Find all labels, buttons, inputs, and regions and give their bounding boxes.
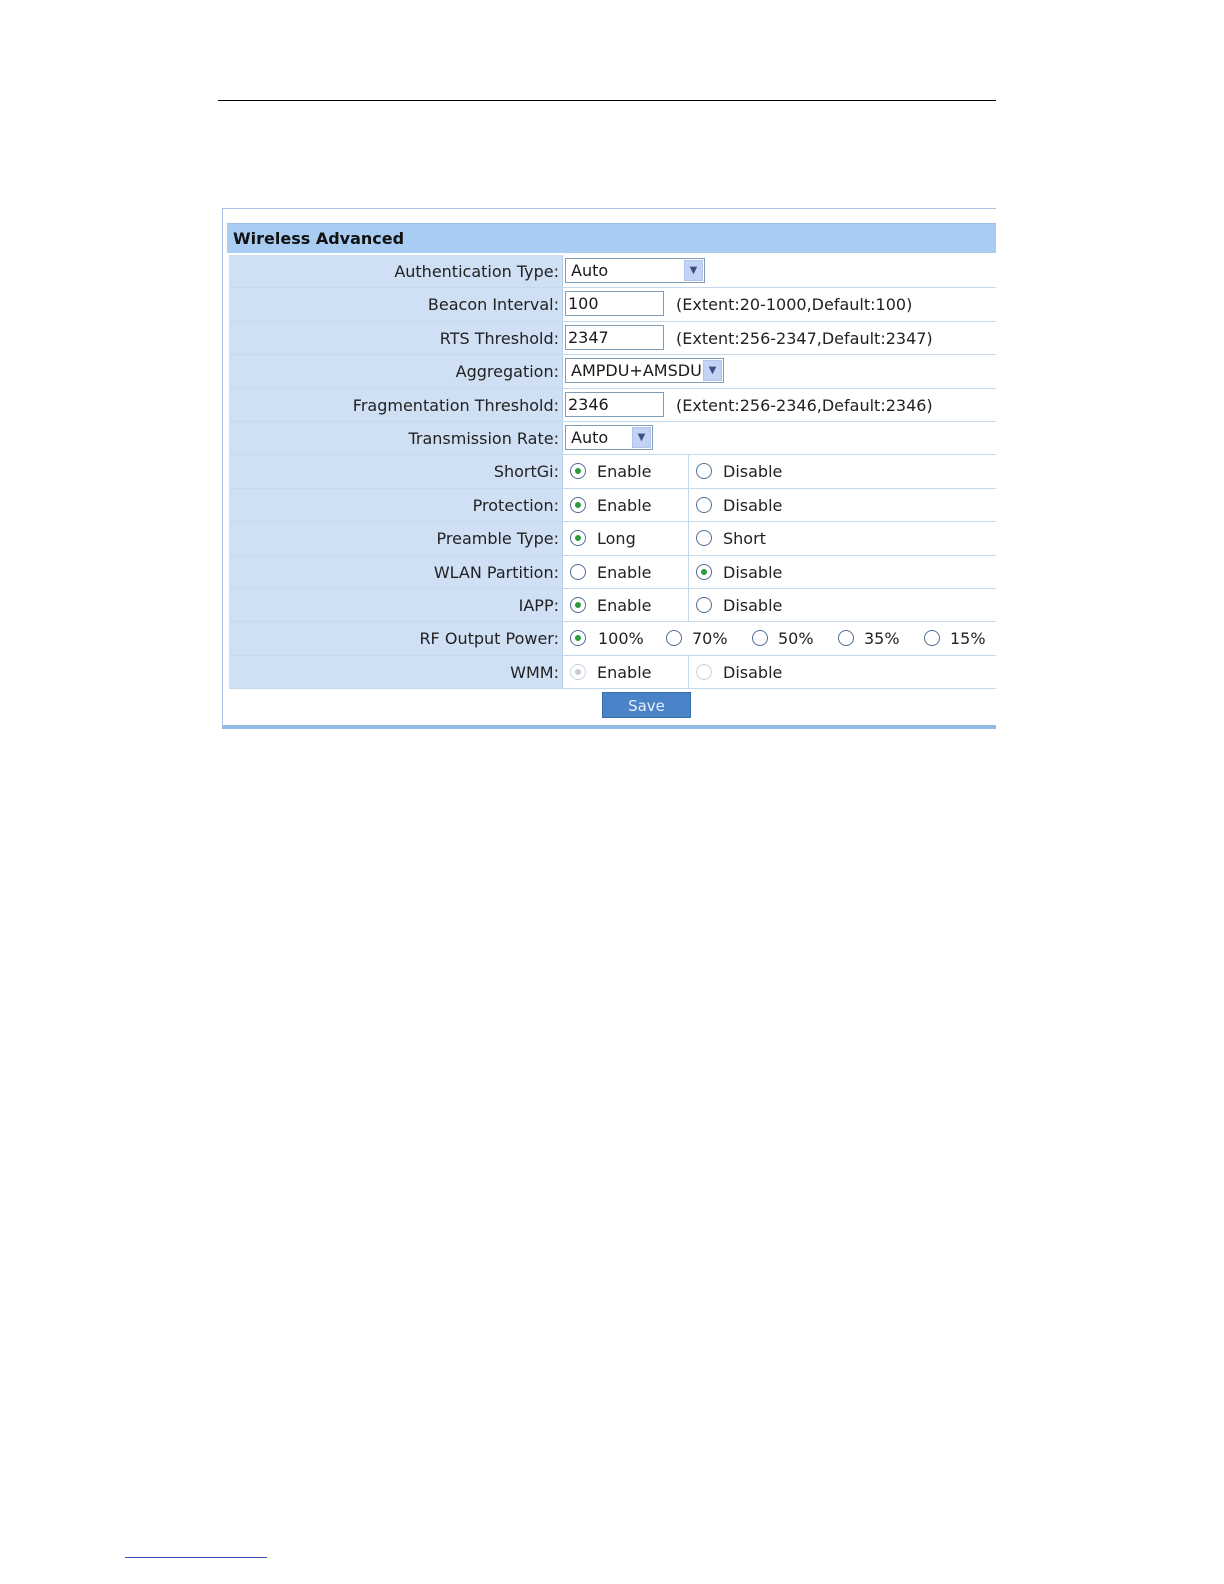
option-divider bbox=[688, 455, 689, 487]
aggregation-cell bbox=[564, 355, 996, 387]
option-divider bbox=[688, 556, 689, 588]
wmm-enable-text: Enable bbox=[597, 662, 652, 682]
panel-title: Wireless Advanced bbox=[227, 223, 996, 253]
shortgi-label: ShortGi: bbox=[229, 455, 563, 487]
fragmentation-threshold-cell bbox=[564, 389, 996, 421]
rf-power-15-text: 15% bbox=[950, 629, 986, 649]
iapp-enable-text: Enable bbox=[597, 595, 652, 615]
page-bottom-link-rule bbox=[125, 1557, 267, 1558]
option-divider bbox=[688, 489, 689, 521]
authentication-type-cell bbox=[564, 255, 996, 287]
row-iapp bbox=[229, 589, 996, 622]
wlan-partition-enable-radio[interactable] bbox=[570, 564, 586, 580]
row-wmm bbox=[229, 656, 996, 689]
settings-table bbox=[229, 255, 996, 722]
preamble-long-text: Long bbox=[597, 529, 636, 549]
rf-power-50-radio[interactable] bbox=[752, 630, 768, 646]
wmm-disable-radio bbox=[696, 664, 712, 680]
chevron-down-icon[interactable]: ▼ bbox=[632, 427, 651, 448]
row-aggregation bbox=[229, 355, 996, 388]
chevron-down-icon[interactable]: ▼ bbox=[703, 360, 722, 381]
save-button[interactable]: Save bbox=[602, 692, 691, 718]
rf-power-50-text: 50% bbox=[778, 629, 814, 649]
rts-threshold-cell bbox=[564, 322, 996, 354]
preamble-type-label: Preamble Type: bbox=[229, 522, 563, 554]
protection-enable-text: Enable bbox=[597, 495, 652, 515]
rf-power-35-radio[interactable] bbox=[838, 630, 854, 646]
transmission-rate-label: Transmission Rate: bbox=[229, 422, 563, 454]
preamble-short-text: Short bbox=[723, 529, 766, 549]
rts-threshold-input[interactable]: 2347 bbox=[565, 325, 664, 350]
shortgi-cell bbox=[564, 455, 996, 487]
rf-power-100-radio[interactable] bbox=[570, 630, 586, 646]
beacon-interval-hint: (Extent:20-1000,Default:100) bbox=[676, 295, 913, 315]
option-divider bbox=[688, 589, 689, 621]
row-shortgi bbox=[229, 455, 996, 488]
rf-power-15-radio[interactable] bbox=[924, 630, 940, 646]
shortgi-disable-text: Disable bbox=[723, 462, 783, 482]
row-rts-threshold bbox=[229, 322, 996, 355]
preamble-long-radio[interactable] bbox=[570, 530, 586, 546]
transmission-rate-value: Auto bbox=[571, 427, 609, 447]
option-divider bbox=[688, 522, 689, 554]
preamble-type-cell bbox=[564, 522, 996, 554]
protection-label: Protection: bbox=[229, 489, 563, 521]
row-beacon-interval bbox=[229, 288, 996, 321]
rf-power-100-text: 100% bbox=[598, 629, 644, 649]
protection-disable-radio[interactable] bbox=[696, 497, 712, 513]
rf-power-70-radio[interactable] bbox=[666, 630, 682, 646]
chevron-down-icon[interactable]: ▼ bbox=[684, 260, 703, 281]
wireless-advanced-panel bbox=[222, 208, 996, 729]
beacon-interval-label: Beacon Interval: bbox=[229, 288, 563, 320]
beacon-interval-cell bbox=[564, 288, 996, 320]
row-protection bbox=[229, 489, 996, 522]
row-transmission-rate bbox=[229, 422, 996, 455]
row-fragmentation-threshold bbox=[229, 389, 996, 422]
wmm-disable-text: Disable bbox=[723, 662, 783, 682]
row-authentication-type bbox=[229, 255, 996, 288]
save-row bbox=[229, 689, 996, 722]
iapp-cell bbox=[564, 589, 996, 621]
rts-threshold-label: RTS Threshold: bbox=[229, 322, 563, 354]
row-rf-output-power bbox=[229, 622, 996, 655]
protection-disable-text: Disable bbox=[723, 495, 783, 515]
aggregation-label: Aggregation: bbox=[229, 355, 563, 387]
row-preamble-type bbox=[229, 522, 996, 555]
preamble-short-radio[interactable] bbox=[696, 530, 712, 546]
wlan-partition-disable-text: Disable bbox=[723, 562, 783, 582]
wlan-partition-disable-radio[interactable] bbox=[696, 564, 712, 580]
rf-output-power-cell bbox=[564, 622, 996, 654]
iapp-label: IAPP: bbox=[229, 589, 563, 621]
fragmentation-threshold-hint: (Extent:256-2346,Default:2346) bbox=[676, 395, 933, 415]
protection-enable-radio[interactable] bbox=[570, 497, 586, 513]
wlan-partition-cell bbox=[564, 556, 996, 588]
shortgi-enable-text: Enable bbox=[597, 462, 652, 482]
shortgi-disable-radio[interactable] bbox=[696, 463, 712, 479]
shortgi-enable-radio[interactable] bbox=[570, 463, 586, 479]
row-wlan-partition bbox=[229, 556, 996, 589]
wmm-enable-radio bbox=[570, 664, 586, 680]
rts-threshold-hint: (Extent:256-2347,Default:2347) bbox=[676, 328, 933, 348]
fragmentation-threshold-input[interactable]: 2346 bbox=[565, 392, 664, 417]
transmission-rate-cell bbox=[564, 422, 996, 454]
iapp-disable-text: Disable bbox=[723, 595, 783, 615]
protection-cell bbox=[564, 489, 996, 521]
beacon-interval-input[interactable]: 100 bbox=[565, 291, 664, 316]
authentication-type-select[interactable] bbox=[565, 258, 705, 283]
iapp-enable-radio[interactable] bbox=[570, 597, 586, 613]
wmm-label: WMM: bbox=[229, 656, 563, 688]
page-top-rule bbox=[218, 100, 996, 101]
rf-power-35-text: 35% bbox=[864, 629, 900, 649]
rf-power-70-text: 70% bbox=[692, 629, 728, 649]
fragmentation-threshold-label: Fragmentation Threshold: bbox=[229, 389, 563, 421]
transmission-rate-select[interactable] bbox=[565, 425, 653, 450]
option-divider bbox=[688, 656, 689, 688]
aggregation-value: AMPDU+AMSDU bbox=[571, 361, 702, 381]
authentication-type-value: Auto bbox=[571, 261, 609, 280]
authentication-type-label: Authentication Type: bbox=[229, 255, 563, 287]
rf-output-power-label: RF Output Power: bbox=[229, 622, 563, 654]
wlan-partition-label: WLAN Partition: bbox=[229, 556, 563, 588]
wlan-partition-enable-text: Enable bbox=[597, 562, 652, 582]
aggregation-select[interactable] bbox=[565, 358, 724, 383]
wmm-cell bbox=[564, 656, 996, 688]
iapp-disable-radio[interactable] bbox=[696, 597, 712, 613]
